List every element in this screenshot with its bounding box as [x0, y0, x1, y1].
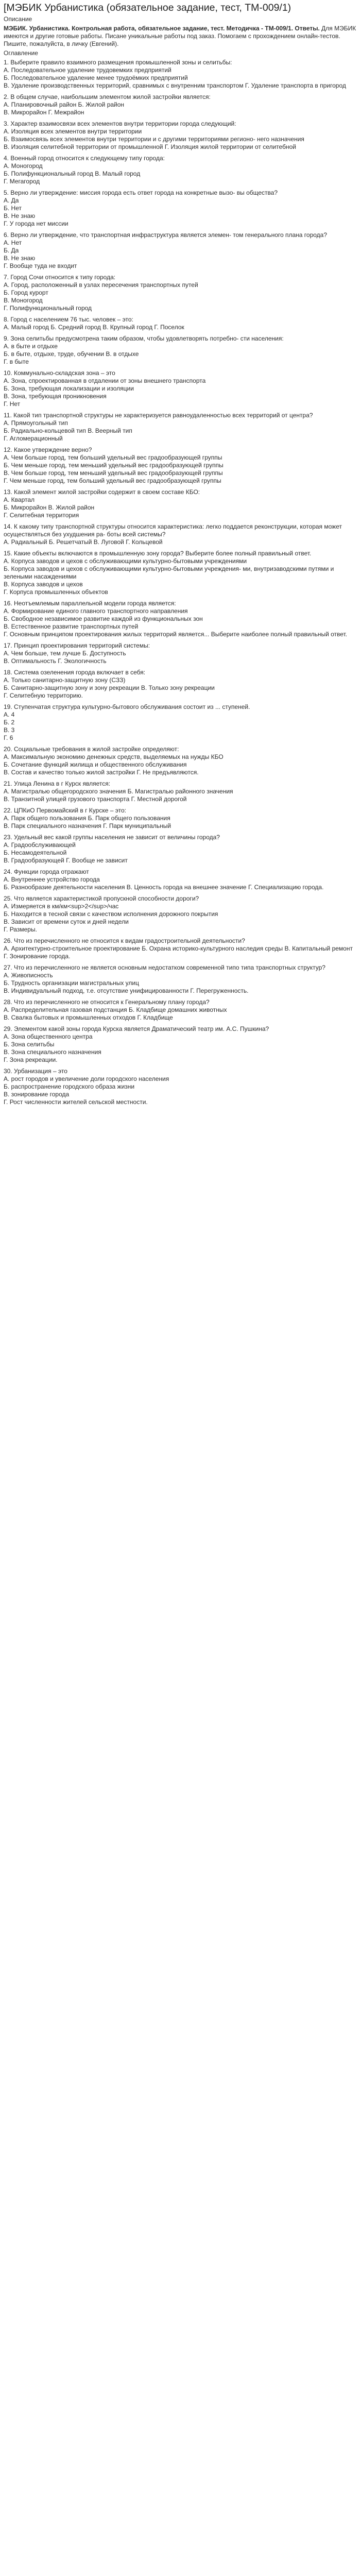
answer-option: В. Индивидуальный подход, т.е. отсутствие унифицированности Г. Перегруженность. — [4, 987, 249, 994]
question-item — [4, 703, 357, 742]
answer-option: А. Да — [4, 197, 19, 204]
answer-option: А. Город, расположенный в узлах пересечения транспортных путей — [4, 281, 198, 289]
answer-option: А. Только санитарно-защитную зону (СЗЗ) — [4, 676, 126, 684]
question-text: 11. Какой тип транспортной структуры не характеризуется равноудаленностью всех территорий от центра? — [4, 412, 313, 419]
question-text: 16. Неотъемлемым параллельной модели города является: — [4, 600, 176, 607]
question-text: 8. Город с населением 76 тыс. человек – это: — [4, 316, 133, 323]
answer-option: А. Зона общественного центра — [4, 1033, 93, 1040]
question-text: 28. Что из перечисленного не относится к Генеральному плану города? — [4, 998, 210, 1006]
answer-option: Б. в быте, отдыхе, труде, обучении В. в отдыхе — [4, 350, 139, 358]
answer-option: А. в быте и отдыхе — [4, 343, 58, 350]
answer-option: В. Градообразующей Г. Вообще не зависит — [4, 857, 128, 864]
question-item — [4, 780, 357, 803]
description — [4, 25, 357, 48]
toc-label: Оглавление — [4, 49, 38, 57]
answer-option: А. Парк общего пользования Б. Парк общего пользования — [4, 815, 170, 822]
question-text: 5. Верно ли утверждение: миссия города есть ответ города на конкретные вызо- вы общества? — [4, 189, 278, 196]
question-item — [4, 895, 357, 934]
answer-option: Б. Микрорайон В. Жилой район — [4, 504, 95, 511]
question-text: 13. Какой элемент жилой застройки содержит в своем составе КБО: — [4, 488, 200, 496]
answer-option: Б. Нет — [4, 205, 22, 212]
answer-option: Б. Последовательное удаление менее трудоёмких предприятий — [4, 74, 188, 81]
answer-option: А. Радиальный Б. Решетчатый В. Луговой Г. Кольцевой — [4, 538, 163, 546]
question-item — [4, 868, 357, 891]
answer-option: Б. Трудность организации магистральных улиц — [4, 979, 139, 987]
answer-option: Б. Разнообразие деятельности населения В. Ценность города на внешнее значение Г. Специализацию города. — [4, 884, 324, 891]
answer-option: В. Моногород — [4, 297, 43, 304]
question-item — [4, 964, 357, 995]
answer-option: Б. Несамодеятельной — [4, 849, 67, 856]
question-item — [4, 745, 357, 776]
answer-option: В. Состав и качество только жилой застройки Г. Не предъявляются. — [4, 769, 199, 776]
answer-option: А. Моногород — [4, 162, 43, 170]
answer-option: А. Магистралью общегородского значения Б. Магистралью районного значения — [4, 788, 233, 795]
question-item — [4, 488, 357, 519]
answer-option: В. Транзитной улицей грузового транспорта Г. Местной дорогой — [4, 795, 187, 803]
answer-option: Г. в быте — [4, 358, 29, 365]
answer-option: Б. Зона, требующая локализации и изоляции — [4, 385, 134, 392]
question-item — [4, 59, 357, 90]
description-text: Для МЭБИК имеются и другие готовые работы. Писане уникальные работы под заказ. Помогаем с прохождением онлайн-тестов. Пишите, пожалуйста, в личку (Евгений). — [4, 25, 356, 47]
question-text: 20. Социальные требования в жилой застройке определяют: — [4, 745, 179, 753]
question-text: 29. Элементом какой зоны города Курска является Драматический театр им. А.С. Пушкина? — [4, 1025, 269, 1032]
question-text: 7. Город Сочи относится к типу города: — [4, 274, 116, 281]
answer-option: Г. 6 — [4, 734, 13, 741]
question-text: 12. Какое утверждение верно? — [4, 446, 92, 453]
question-item — [4, 669, 357, 700]
question-text: 3. Характер взаимосвязи всех элементов внутри территории города следующий: — [4, 120, 236, 127]
answer-option: А. Чем больше, тем лучше Б. Доступность — [4, 650, 126, 657]
question-item — [4, 998, 357, 1022]
answer-option: Г. Рост численности жителей сельской местности. — [4, 1098, 148, 1106]
question-item — [4, 155, 357, 185]
answer-option: Б. Санитарно-защитную зону и зону рекреации В. Только зону рекреации — [4, 684, 215, 691]
answer-option: В. Зона, требующая проникновения — [4, 393, 107, 400]
answer-option: Г. Полифункциональный город — [4, 304, 92, 312]
description-bold: МЭБИК. Урбанистика. Контрольная работа, обязательное задание, тест. Методичка - ТМ-009/1. Ответы. — [4, 25, 320, 32]
question-item — [4, 369, 357, 408]
answer-option: В. Свалка бытовых и промышленных отходов Г. Кладбище — [4, 1014, 173, 1021]
answer-option: Б. Взаимосвязь всех элементов внутри территории и с другими территориями регионо- него назначения — [4, 135, 304, 143]
question-text: 22. ЦПКиО Первомайский в г Курске – это: — [4, 807, 126, 814]
question-item — [4, 274, 357, 312]
answer-option: В. Не знаю — [4, 212, 36, 219]
answer-option: Г. Селитебная территория — [4, 512, 79, 519]
answer-option: А. Планировочный район Б. Жилой район — [4, 101, 125, 108]
page-title: [МЭБИК Урбанистика (обязательное задание, тест, ТМ-009/1) — [4, 2, 291, 13]
question-item — [4, 316, 357, 331]
question-text: 18. Система озеленения города включает в себя: — [4, 669, 146, 676]
answer-option: Б. Чем меньше город, тем меньший удельный вес градообразующей группы — [4, 462, 224, 469]
question-text: 27. Что из перечисленного не является основным недостатком современной типо типа транспортных структур? — [4, 964, 325, 971]
answer-option: А. Архитектурно-строительное проектирование Б. Охрана историко-культурного наследия среды В. Капитальный ремонт — [4, 945, 353, 952]
page-content — [0, 0, 361, 1106]
answer-option: А. рост городов и увеличение доли городского населения — [4, 1075, 169, 1082]
answer-option: А. Прямоугольный тип — [4, 419, 68, 427]
answer-option: В. Удаление производственных территорий, сравнимых с внутренним транспортом Г. Удаление транспорта в пригород — [4, 82, 346, 89]
answer-option: Г. Зонирование города. — [4, 953, 71, 960]
answer-option: А. 4 — [4, 711, 15, 718]
description-label: Описание — [4, 15, 32, 23]
answer-option: А. Чем больше город, тем больший удельный вес градообразующей группы — [4, 454, 222, 461]
question-text: 2. В общем случае, наибольшим элементом жилой застройки является: — [4, 93, 211, 100]
question-item — [4, 189, 357, 228]
answer-option: А. Измеряется в км/км<sup>2</sup>/час — [4, 903, 119, 910]
question-text: 19. Ступенчатая структура культурно-бытового обслуживания состоит из ... ступеней. — [4, 703, 250, 710]
question-text: 26. Что из перечисленного не относится к видам градостроительной деятельности? — [4, 937, 245, 944]
question-list — [4, 59, 357, 1106]
question-text: 1. Выберите правило взаимного размещения промышленной зоны и селитьбы: — [4, 59, 232, 66]
answer-option: А. Изоляция всех элементов внутри территории — [4, 128, 142, 135]
question-item — [4, 1067, 357, 1106]
answer-option: А. Внутреннее устройство города — [4, 876, 100, 883]
answer-option: Г. Размеры. — [4, 926, 37, 933]
question-item — [4, 231, 357, 270]
answer-option: А. Зона, спроектированная в отдалении от зоны внешнего транспорта — [4, 377, 206, 384]
question-text: 14. К какому типу транспортной структуры относится характеристика: легко поддается реконструкции, которая может осуществляться без ухудшения ра- боты всей системы? — [4, 523, 342, 538]
question-item — [4, 120, 357, 151]
question-item — [4, 93, 357, 116]
answer-option: А. Живописность — [4, 972, 53, 979]
answer-option: Б. Свободное независимое развитие каждой из функциональных зон — [4, 615, 203, 622]
answer-option: А. Формирование единого главного транспортного направления — [4, 607, 188, 615]
answer-option: В. Корпуса заводов и цехов — [4, 581, 83, 588]
answer-option: А. Нет — [4, 239, 22, 246]
question-text: 17. Принцип проектирования территорий системы: — [4, 642, 150, 649]
answer-option: Б. Зона селитьбы — [4, 1041, 55, 1048]
answer-option: А. Максимальную экономию денежных средств, выделяемых на нужды КБО — [4, 753, 224, 760]
question-item — [4, 807, 357, 830]
question-item — [4, 834, 357, 865]
answer-option: Б. Корпуса заводов и цехов с обслуживающими культурно-бытовыми учреждения- ми, внутризаводскими путями и зелеными насаждениями — [4, 565, 334, 580]
answer-option: Г. Мегагород — [4, 178, 40, 185]
answer-option: Б. Полифункциональный город В. Малый город — [4, 170, 141, 177]
answer-option: Г. У города нет миссии — [4, 220, 68, 227]
question-text: 30. Урбанизация – это — [4, 1067, 67, 1075]
answer-option: А. Квартал — [4, 496, 35, 503]
answer-option: В. Зона специального назначения — [4, 1048, 101, 1056]
answer-option: Г. Селитебную территорию. — [4, 692, 83, 699]
question-item — [4, 412, 357, 443]
answer-option: В. 3 — [4, 726, 15, 734]
question-text: 10. Коммунально-складская зона – это — [4, 369, 115, 377]
answer-option: В. Не знаю — [4, 255, 36, 262]
answer-option: Б. 2 — [4, 719, 15, 726]
question-text: 15. Какие объекты включаются в промышленную зону города? Выберите более полный правильный ответ. — [4, 550, 312, 557]
answer-option: В. Зависит от времени суток и дней недели — [4, 918, 129, 925]
answer-option: Г. Чем меньше город, тем больший удельный вес градообразующей группы — [4, 477, 221, 484]
answer-option: В. Парк специального назначения Г. Парк муниципальный — [4, 822, 171, 829]
answer-option: Б. Радиально-кольцевой тип В. Веерный тип — [4, 427, 132, 434]
answer-option: В. Чем больше город, тем меньший удельный вес градообразующей группы — [4, 469, 223, 477]
answer-option: Г. Агломерационный — [4, 435, 63, 442]
answer-option: А. Малый город Б. Средний город В. Крупный город Г. Поселок — [4, 324, 184, 331]
question-text: 24. Функции города отражают — [4, 868, 89, 875]
answer-option: Б. Сочетание функций жилища и общественного обслуживания — [4, 761, 187, 768]
answer-option: А. Распределительная газовая подстанция Б. Кладбище домашних животных — [4, 1006, 227, 1013]
question-text: 25. Что является характеристикой пропускной способности дороги? — [4, 895, 199, 902]
answer-option: Г. Вообще туда не входит — [4, 262, 77, 269]
answer-option: Б. Находится в тесной связи с качеством исполнения дорожного покрытия — [4, 910, 218, 918]
answer-option: Г. Нет — [4, 400, 21, 408]
answer-option: А. Градообслуживающей — [4, 841, 76, 849]
answer-option: В. Изоляция селитебной территории от промышленной Г. Изоляция жилой территории от селитебной — [4, 143, 296, 150]
question-item — [4, 446, 357, 485]
question-text: 9. Зона селитьбы предусмотрена таким образом, чтобы удовлетворять потребно- сти населения: — [4, 335, 284, 342]
answer-option: Г. Основным принципом проектирования жилых территорий является... Выберите наиболее полный правильный ответ. — [4, 631, 348, 638]
answer-option: Б. Да — [4, 247, 19, 254]
answer-option: Г. Корпуса промышленных объектов — [4, 588, 108, 596]
answer-option: В. Микрорайон Г. Межрайон — [4, 109, 84, 116]
answer-option: Б. Город курорт — [4, 289, 48, 296]
answer-option: Г. Зона рекреации. — [4, 1056, 58, 1063]
answer-option: В. Оптимальность Г. Экологичность — [4, 657, 107, 665]
answer-option: Б. распространение городского образа жизни — [4, 1083, 135, 1090]
question-text: 4. Военный город относится к следующему типу города: — [4, 155, 165, 162]
question-item — [4, 523, 357, 546]
answer-option: В. Естественное развитие транспортных путей — [4, 623, 139, 630]
question-text: 6. Верно ли утверждение, что транспортная инфраструктура является элемен- том генерального плана города? — [4, 231, 328, 239]
question-item — [4, 335, 357, 366]
question-item — [4, 937, 357, 960]
question-text: 21. Улица Ленина в г Курск является: — [4, 780, 111, 787]
question-item — [4, 600, 357, 638]
answer-option: В. зонирование города — [4, 1091, 70, 1098]
question-item — [4, 642, 357, 665]
answer-option: А. Корпуса заводов и цехов с обслуживающими культурно-бытовыми учреждениями — [4, 557, 247, 565]
question-text: 23. Удельный вес какой группы населения не зависит от величины города? — [4, 834, 220, 841]
answer-option: А. Последовательное удаление трудовемких предприятий — [4, 66, 171, 74]
question-item — [4, 550, 357, 596]
question-item — [4, 1025, 357, 1064]
